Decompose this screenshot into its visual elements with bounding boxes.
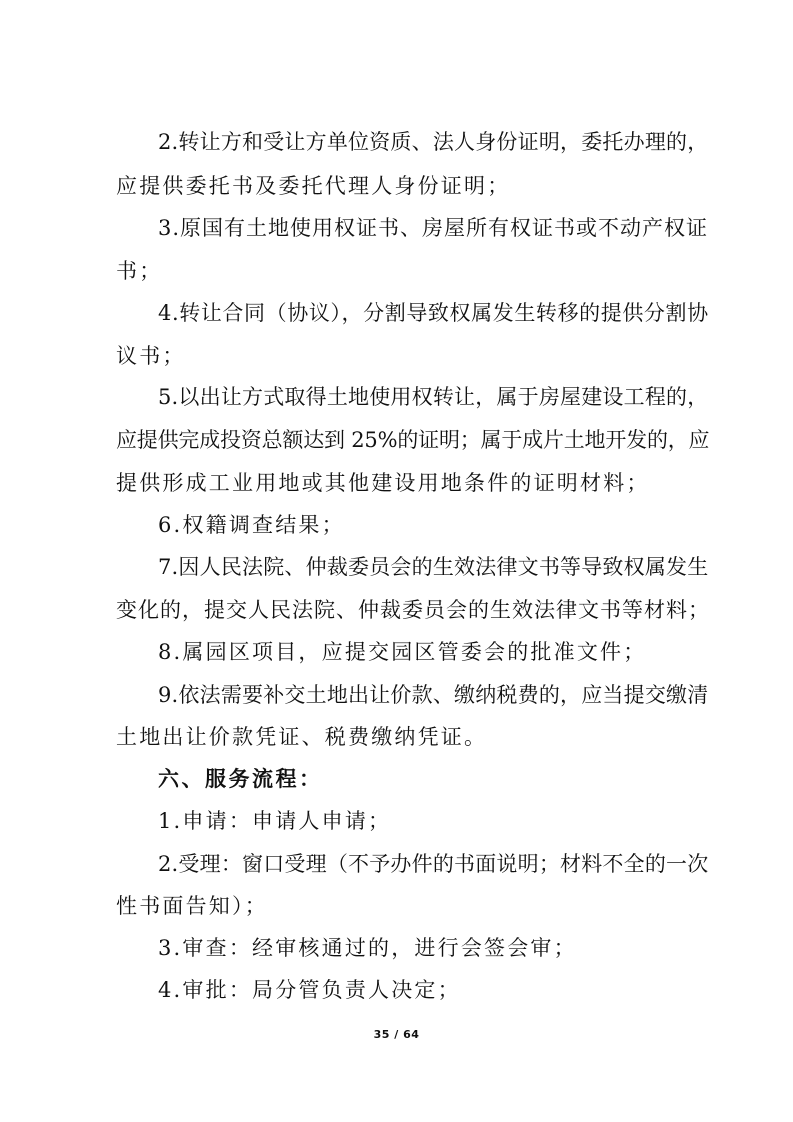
section-heading: 六、服务流程： — [158, 767, 323, 791]
paragraph-line: 书； — [116, 259, 163, 283]
paragraph-line: 6.权籍调查结果； — [158, 513, 345, 537]
paragraph-line: 1.申请：申请人申请； — [158, 809, 392, 833]
paragraph-line: 7.因人民法院、仲裁委员会的生效法律文书等导致权属发生 — [158, 555, 709, 579]
paragraph-line: 2.转让方和受让方单位资质、法人身份证明，委托办理的， — [158, 130, 709, 154]
page-number: 35 / 64 — [373, 1028, 420, 1041]
paragraph-line: 2.受理：窗口受理（不予办件的书面说明；材料不全的一次 — [158, 852, 709, 876]
paragraph-line: 应提供完成投资总额达到 25%的证明；属于成片土地开发的，应 — [116, 428, 710, 452]
paragraph-line: 提供形成工业用地或其他建设用地条件的证明材料； — [116, 471, 650, 495]
paragraph-line: 议书； — [116, 344, 186, 368]
paragraph-line: 应提供委托书及委托代理人身份证明； — [116, 174, 511, 198]
paragraph-line: 8.属园区项目，应提交园区管委会的批准文件； — [158, 640, 647, 664]
paragraph-line: 9.依法需要补交土地出让价款、缴纳税费的，应当提交缴清 — [158, 683, 709, 707]
paragraph-line: 性书面告知）； — [116, 894, 268, 918]
paragraph-line: 5.以出让方式取得土地使用权转让，属于房屋建设工程的， — [158, 385, 709, 409]
paragraph-line: 土地出让价款凭证、税费缴纳凭证。 — [116, 725, 488, 749]
paragraph-line: 变化的，提交人民法院、仲裁委员会的生效法律文书等材料； — [116, 598, 710, 622]
paragraph-line: 4.转让合同（协议），分割导致权属发生转移的提供分割协 — [158, 301, 709, 325]
paragraph-line: 3.原国有土地使用权证书、房屋所有权证书或不动产权证 — [158, 216, 709, 240]
paragraph-line: 3.审查：经审核通过的，进行会签会审； — [158, 936, 577, 960]
paragraph-line: 4.审批：局分管负责人决定； — [158, 978, 461, 1002]
